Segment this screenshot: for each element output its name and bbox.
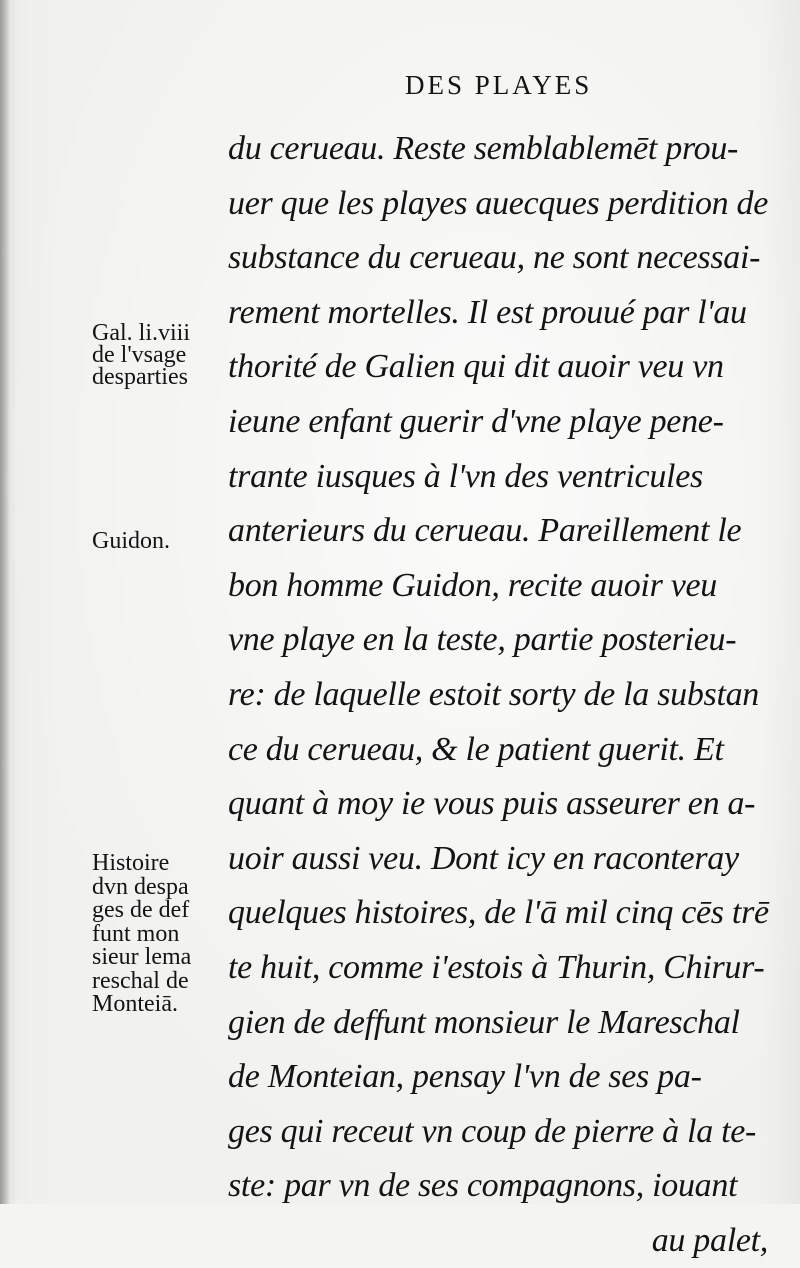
text-line: rement mortelles. Il est prouué par l'au [228, 293, 747, 331]
text-line: de Monteian, pensay l'vn de ses pa- [228, 1058, 702, 1096]
text-line: te huit, comme i'estois à Thurin, Chirur- [228, 948, 765, 986]
text-line: ieune enfant guerir d'vne playe pene- [228, 402, 724, 440]
margin-note-line: desparties [92, 364, 188, 390]
margin-note-line: sieur lema [92, 944, 192, 970]
margin-note-histoire [92, 852, 232, 1017]
margin-note-line: funt mon [92, 920, 180, 947]
text-line: anterieurs du cerueau. Pareillement le [228, 512, 742, 550]
text-line: gien de deffunt monsieur le Mareschal [228, 1003, 740, 1041]
catchword-line: au palet, [651, 1221, 768, 1259]
text-line: ce du cerueau, & le patient guerit. Et [228, 730, 724, 768]
margin-note-line: reschal de [92, 967, 189, 994]
margin-note-line: de l'vsage [92, 342, 187, 368]
margin-note-line: Guidon. [92, 528, 170, 554]
margin-note-line: ges de def [92, 897, 190, 923]
text-line: bon homme Guidon, recite auoir veu [228, 566, 717, 604]
text-line: trante iusques à l'vn des ventricules [228, 457, 703, 495]
text-line: re: de laquelle estoit sorty de la substan [228, 675, 760, 713]
margin-note-line: Histoire [92, 850, 170, 876]
text-line: quelques histoires, de l'ā mil cinq cēs trē [228, 894, 769, 932]
margin-note-line: Gal. li.viii [92, 320, 190, 346]
text-line: ges qui receut vn coup de pierre à la te- [228, 1112, 757, 1150]
text-line: du cerueau. Reste semblablemēt prou- [228, 130, 739, 167]
text-line: uoir aussi veu. Dont icy en raconteray [228, 839, 739, 877]
text-line: quant à moy ie vous puis asseurer en a- [228, 785, 756, 823]
text-line: substance du cerueau, ne sont necessai- [228, 239, 761, 277]
main-text-block [228, 122, 788, 1268]
page-gutter-shadow [0, 0, 10, 1204]
margin-note-line: Monteiā. [92, 991, 178, 1017]
running-head: DES PLAYES [405, 70, 593, 100]
text-line: ste: par vn de ses compagnons, iouant [228, 1167, 738, 1205]
margin-note-galien [92, 322, 232, 388]
margin-note-guidon [92, 530, 232, 552]
text-line: thorité de Galien qui dit auoir veu vn [228, 348, 724, 386]
text-line: uer que les playes auecques perdition de [228, 184, 769, 222]
margin-note-line: dvn despa [92, 873, 189, 900]
text-line: vne playe en la teste, partie posterieu- [228, 621, 737, 659]
